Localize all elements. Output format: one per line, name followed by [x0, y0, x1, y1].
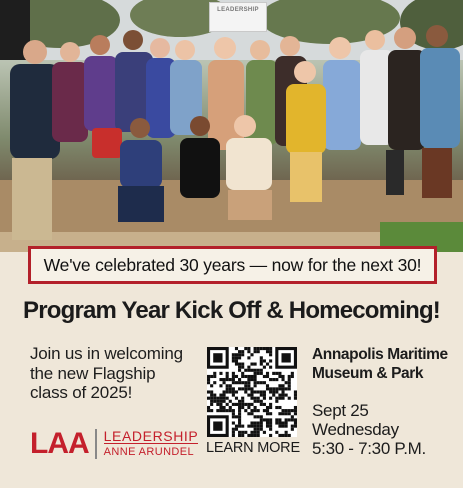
invite-line-1: Join us in welcoming [30, 344, 183, 363]
anniversary-banner [28, 246, 437, 284]
logo-line-1: LEADERSHIP [103, 428, 199, 444]
event-time: 5:30 - 7:30 P.M. [312, 439, 426, 458]
logo-divider [95, 429, 97, 459]
event-datetime [312, 401, 457, 458]
venue-name [312, 346, 457, 383]
invite-text [30, 344, 200, 403]
logo-line-2: ANNE ARUNDEL [104, 443, 199, 459]
event-date: Sept 25 [312, 401, 369, 420]
logo-wordmark [104, 429, 199, 459]
laa-logo [30, 426, 200, 462]
event-headline: Program Year Kick Off & Homecoming! [22, 297, 440, 324]
logo-mark: LAA [30, 427, 89, 460]
venue-line-2: Museum & Park [312, 364, 424, 382]
anniversary-banner-text: We've celebrated 30 years — now for the next 30! [43, 254, 422, 275]
leadership-sign: LEADERSHIP [209, 2, 267, 32]
invite-line-3: class of 2025! [30, 383, 133, 402]
venue-line-1: Annapolis Maritime [312, 346, 448, 363]
event-day: Wednesday [312, 420, 399, 439]
learn-more-caption: LEARN MORE [206, 440, 300, 456]
qr-code[interactable] [207, 347, 297, 437]
invite-line-2: the new Flagship [30, 363, 156, 383]
